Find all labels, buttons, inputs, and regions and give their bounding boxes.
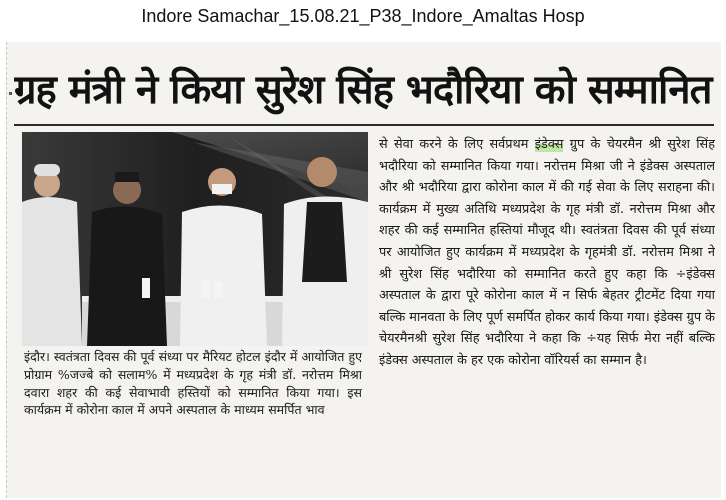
right-column-prefix: से सेवा करने के लिए सर्वप्रथम: [379, 137, 535, 152]
article-column-right: [379, 134, 715, 496]
article-column-left: इंदौर। स्वतंत्रता दिवस की पूर्व संध्या पर मैरियट होटल इंदौर में आयोजित हुए प्रोग्राम %जज्बे को सलाम% में मध्यप्रदेश के गृह मंत्री डॉ. नरोत्तम मिश्रा दवारा शहर की कई सेवाभावी हस्तियों को सम्मानित किया गया। इस कार्यक्रम में कोरोना काल में अपने अस्पताल के माध्यम समर्पित भाव: [24, 349, 362, 418]
margin-mark: [9, 92, 12, 95]
article-photo: [22, 132, 368, 346]
headline-rule: [14, 124, 714, 126]
article-headline: ग्रह मंत्री ने किया सुरेश सिंह भदौरिया को सम्मानित: [14, 67, 712, 113]
right-column-rest: ग्रुप के चेयरमैन श्री सुरेश सिंह भदौरिया को सम्मानित किया गया। नरोत्तम मिश्रा जी ने इंडेक्स अस्पताल और श्री भदौरिया द्वारा कोरोना काल में की गई सेवा के लिए सराहना की। कार्यक्रम में मुख्य अतिथि मध्यप्रदेश के गृह मंत्री डॉ. नरोत्तम मिश्रा और शहर की कई सम्मानित हस्तियां मौजूद थी। स्वतंत्रता दिवस की पूर्व संध्या पर आयोजित हुए कार्यक्रम में मध्यप्रदेश के गृहमंत्री डॉ. नरोत्तम मिश्रा ने श्री सुरेश सिंह भदौरिया को सम्मानित करते हुए कहा कि ÷इंडेक्स अस्पताल के द्वारा पूरे कोरोना काल में न सिर्फ बेहतर ट्रीटमेंट दिया गया बल्कि मानवता के लिए पूर्ण समर्पित होकर कार्य किया गया। इंडेक्स ग्रुप के चेयरमैनश्री सुरेश सिंह भदौरिया ने कहा कि ÷यह सिर्फ मेरा नहीं बल्कि इंडेक्स अस्पताल के हर एक कोरोना वॉरियर्स का सम्मान है।: [379, 137, 715, 368]
document-caption: Indore Samachar_15.08.21_P38_Indore_Amaltas Hosp: [141, 6, 585, 26]
highlighted-word: इंडेक्स: [534, 137, 564, 152]
